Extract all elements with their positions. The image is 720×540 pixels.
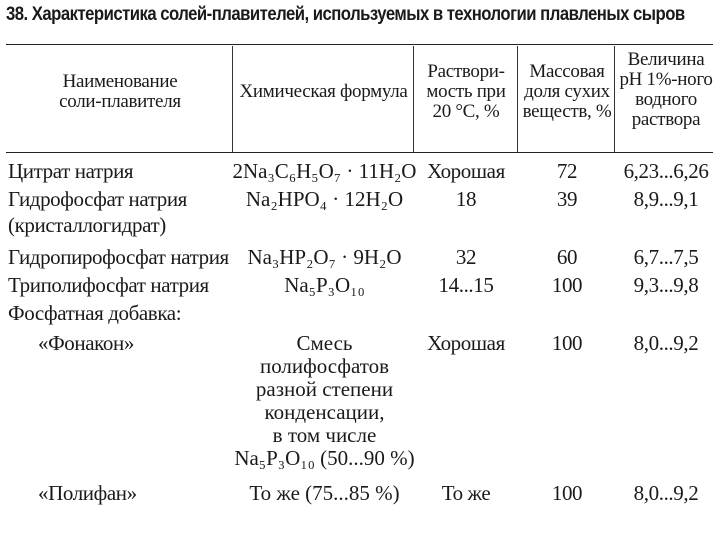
header-ph: Величина pH 1%-ного водного раствора: [619, 49, 713, 130]
row-dry-mass: 100: [551, 331, 583, 355]
header-name: Наименование соли-плавителя: [59, 71, 181, 112]
row-dry-mass: 100: [551, 481, 583, 505]
row-formula: Na₂HPO₄ · 12H₂O: [245, 187, 404, 211]
row-name: «Фонакон»: [38, 331, 134, 355]
row-solubility: 32: [455, 245, 477, 269]
row-name: Триполифосфат натрия: [8, 273, 209, 297]
header-solubility: Раствори- мость при 20 °С, %: [426, 61, 506, 122]
row-solubility: Хорошая: [427, 331, 505, 355]
row-ph: 6,23...6,26: [623, 159, 709, 183]
row-formula: Na₅P₃O₁₀: [284, 273, 365, 297]
header-bottom-rule: [6, 152, 713, 153]
row-ph: 8,0...9,2: [633, 481, 699, 505]
row-name: Цитрат натрия: [8, 159, 134, 183]
column-divider: [232, 46, 233, 152]
table-title: 38. Характеристика солей-плавителей, используемых в технологии плавленых сыров: [6, 4, 685, 25]
column-divider: [413, 46, 414, 152]
header-dry-mass: Массовая доля сухих веществ, %: [522, 61, 612, 122]
row-formula: 2Na₃C₆H₅O₇ · 11H₂O: [232, 159, 417, 183]
row-name: Гидропирофосфат натрия: [8, 245, 229, 269]
row-name: (кристаллогидрат): [8, 213, 166, 237]
row-formula: Смесь полифосфатов разной степени конденсации, в том числе Na₅P₃O₁₀ (50...90 %): [234, 331, 415, 470]
row-formula: Na₃HP₂O₇ · 9H₂O: [247, 245, 402, 269]
row-dry-mass: 100: [551, 273, 583, 297]
table-top-rule: [6, 44, 713, 45]
row-formula: То же (75...85 %): [249, 481, 400, 505]
row-ph: 8,0...9,2: [633, 331, 699, 355]
header-formula: Химическая формула: [239, 81, 408, 102]
row-dry-mass: 72: [556, 159, 578, 183]
row-ph: 6,7...7,5: [633, 245, 699, 269]
row-solubility: 18: [455, 187, 477, 211]
row-solubility: Хорошая: [427, 159, 505, 183]
column-divider: [517, 46, 518, 152]
row-solubility: 14...15: [438, 273, 494, 297]
row-solubility: То же: [441, 481, 491, 505]
row-dry-mass: 60: [556, 245, 578, 269]
row-ph: 9,3...9,8: [633, 273, 699, 297]
row-name: Фосфатная добавка:: [8, 301, 182, 325]
row-name: «Полифан»: [38, 481, 137, 505]
row-ph: 8,9...9,1: [633, 187, 699, 211]
row-name: Гидрофосфат натрия: [8, 187, 187, 211]
row-dry-mass: 39: [556, 187, 578, 211]
